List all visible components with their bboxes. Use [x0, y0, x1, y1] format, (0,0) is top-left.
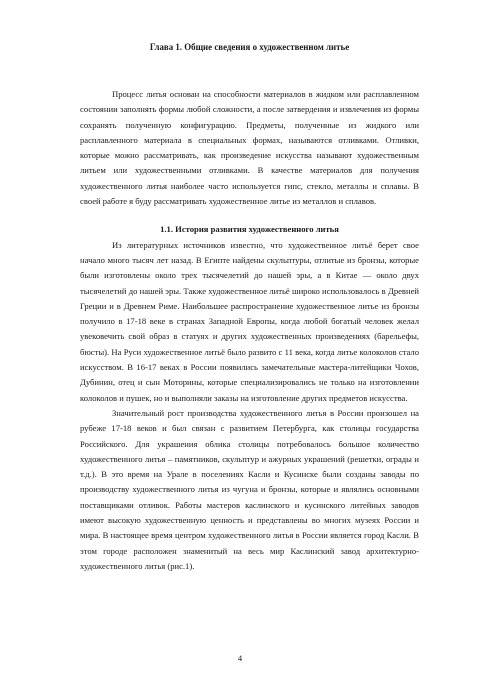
section-paragraph-1: Из литературных источников известно, что художественное литьё берет свое начало много тысяч лет назад. В Египте найдены скульптуры, отлитые из бронзы, которые были изготовлены около трех тысячелетий до нашей эры, а в Китае — около двух тысячелетий до нашей эры. Также художественное литьё широко использовалось в Древней Греции и в Древнем Риме. Наибольшее распространение художественное литье из бронзы получило в 17-18 веке в странах Западной Европы, когда любой богатый человек желал увековечить свой образ в статуях и других художественных произведениях (барельефы, бюсты). На Руси художественное литьё было развито с 11 века, когда литье колоколов стало искусством. В 16-17 веках в России появились замечательные мастера-литейщики Чохов, Дубинин, отец и сын Моторины, которые специализировались не только на изготовлении колоколов и пушек, но и выполняли заказы на изготовление других предметов искусства.	[80, 239, 419, 403]
section-title: 1.1. История развития художественного литья	[160, 224, 339, 235]
intro-paragraph: Процесс литья основан на способности материалов в жидком или расплавленном состоянии заполнять формы любой сложности, а после затвердения и извлечения из формы сохранять полученную конфигурацию. Предметы, полученные из жидкого или расплавленного материала в специальных формах, называются отливками. Отливки, которые можно рассматривать, как произведение искусства называют художественным литьем или художественными отливками. В качестве материалов для получения художественного литья наиболее часто используется гипс, стекло, металлы и сплавы. В своей работе я буду рассматривать художественное литье из металлов и сплавов.	[80, 89, 419, 207]
chapter-title: Глава 1. Общие сведения о художественном литье	[149, 42, 350, 52]
section-paragraph-2: Значительный рост производства художественного литья в России произошел на рубеже 17-18 веков и был связан с развитием Петербурга, как столицы государства Российского. Для украшения облика столицы потребовалось большое количество художественного литья – памятников, скульптур и ажурных украшений (решетки, ограды и т.д.). В это время на Урале в поселениях Касли и Кусинске были созданы заводы по производству художественного литья из чугуна и бронзы, которые и являлись основными поставщиками отливок. Работы мастеров каслинского и кусинского литейных заводов имеют высокую художественную ценность и представлены во многих музеях России и мира. В настоящее время центром художественного литья в России является город Касли. В этом городе расположен знаменитый на весь мир Каслинский завод архитектурно-художественного литья (рис.1).	[80, 407, 419, 571]
page-content	[80, 40, 419, 574]
page-number: 4	[237, 653, 243, 663]
